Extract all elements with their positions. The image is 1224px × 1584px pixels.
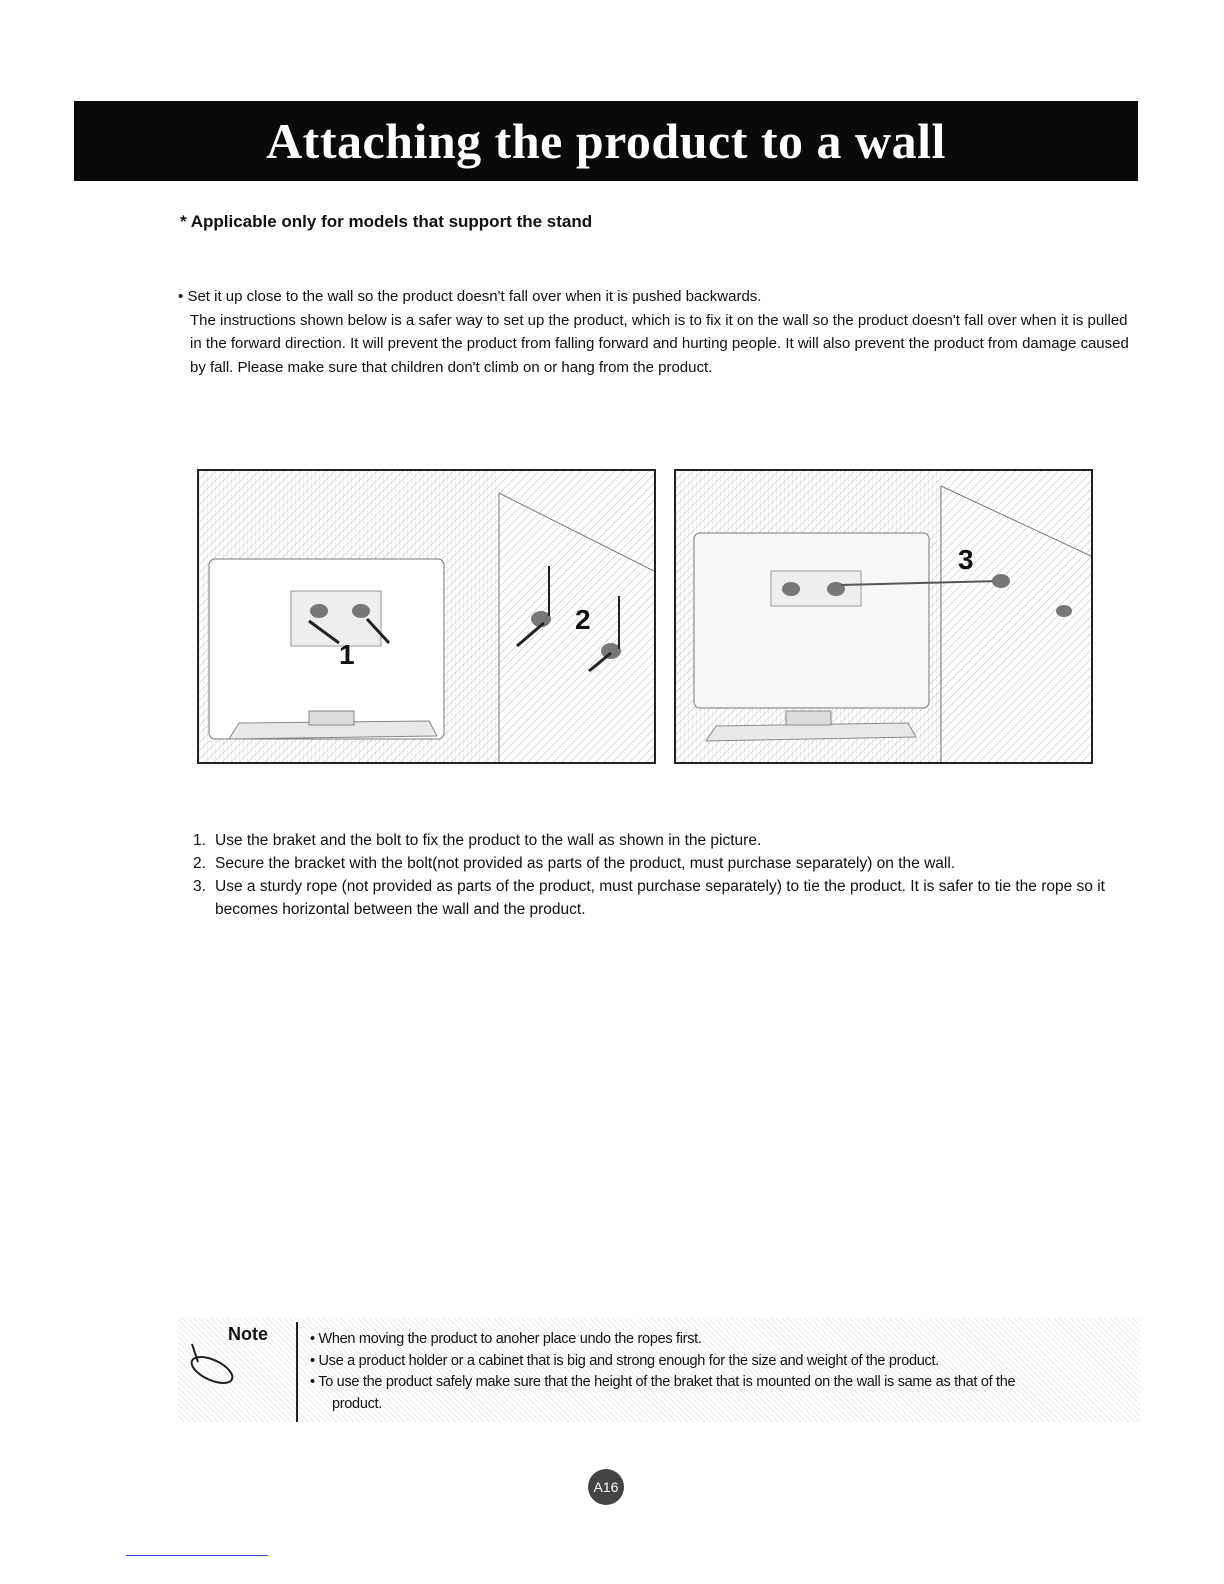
note-item: product.	[332, 1395, 382, 1412]
steps-list	[193, 829, 1133, 921]
note-box	[178, 1318, 1140, 1422]
title-bar	[74, 101, 1138, 181]
footer-divider	[126, 1555, 268, 1556]
applicable-note: * Applicable only for models that support the stand	[180, 212, 593, 231]
list-item: 1. Use the braket and the bolt to fix the product to the wall as shown in the picture.	[193, 832, 762, 849]
figure-label-1: 1	[339, 639, 355, 670]
note-item: • When moving the product to anoher place undo the ropes first.	[310, 1331, 702, 1347]
illustration-rope	[674, 469, 1093, 764]
page-title: Attaching the product to a wall	[266, 113, 946, 169]
bullet-icon: •	[178, 288, 184, 305]
illustration-bracket-bolt	[197, 469, 656, 764]
note-item: • Use a product holder or a cabinet that is big and strong enough for the size and weight of the product.	[310, 1352, 939, 1369]
figure-label-3: 3	[958, 544, 974, 575]
note-label: Note	[228, 1324, 268, 1344]
page-number-badge: A16	[588, 1469, 624, 1505]
intro-line: Set it up close to the wall so the product doesn't fall over when it is pushed backwards.	[187, 288, 762, 305]
note-list	[310, 1329, 1130, 1415]
note-item: • To use the product safely make sure that the height of the braket that is mounted on the wall is same as that of the	[310, 1374, 1016, 1390]
note-divider	[296, 1322, 298, 1422]
intro-section	[178, 285, 1138, 379]
intro-bullet-line	[178, 285, 1138, 309]
intro-body: The instructions shown below is a safer way to set up the product, which is to fix it on the wall so the product doesn't fall over when it is pulled in the forward direction. It will prevent the product from falling forward and hurting people. It will also prevent the product from damage caused by fall. Please make sure that children don't climb on or hang from the product.	[190, 311, 1129, 376]
figure-label-2: 2	[575, 604, 591, 635]
list-item: 2. Secure the bracket with the bolt(not provided as parts of the product, must purchase separately) on the wall.	[193, 855, 956, 872]
list-item: 3. Use a sturdy rope (not provided as parts of the product, must purchase separately) to tie the product. It is safer to tie the rope so it becomes horizontal between the wall and the product.	[193, 878, 1105, 918]
